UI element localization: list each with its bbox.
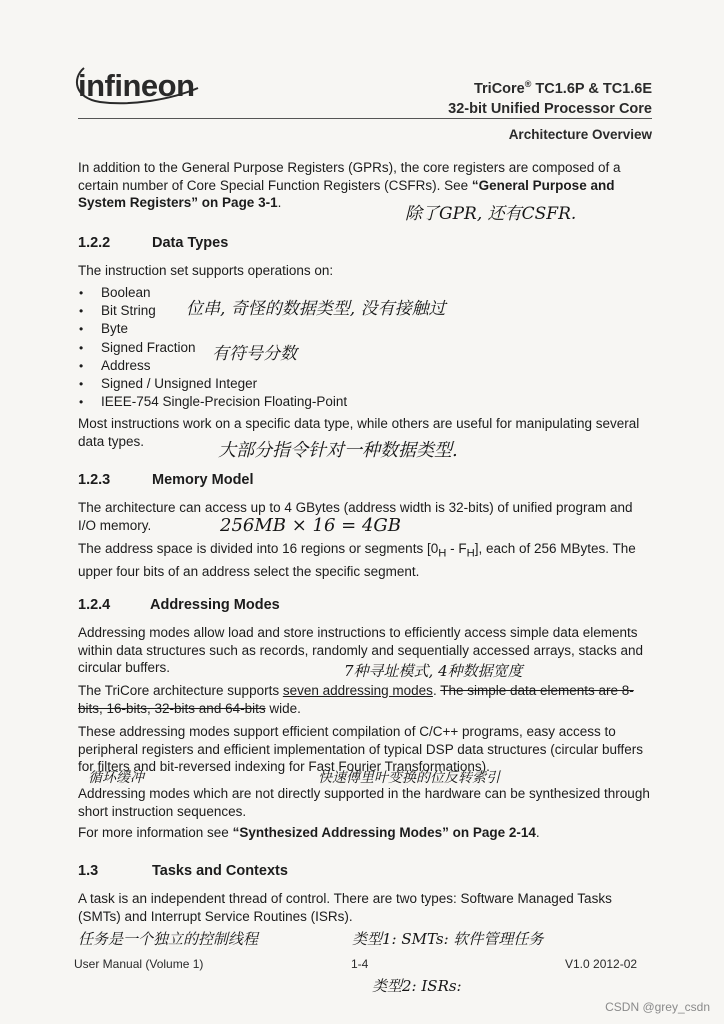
addressing-paragraph-4: Addressing modes which are not directly supported in the hardware can be synthesized through short instruction sequences. xyxy=(78,786,650,819)
csdn-watermark: CSDN @grey_csdn xyxy=(605,1000,710,1014)
header-rule xyxy=(78,118,652,119)
handwritten-note-addressing: 7种寻址模式, 4种数据宽度 xyxy=(344,662,523,680)
handwritten-note-fft: 快速傅里叶变换的位反转索引 xyxy=(318,770,500,786)
addressing-paragraph-1: Addressing modes allow load and store instructions to efficiently access simple data elements within data structures such as records, randomly and sequentially accessed arrays, stacks and circular buffers. xyxy=(78,625,644,675)
product-title: TriCore® TC1.6P & TC1.6E 32-bit Unified Processor Core xyxy=(448,79,652,117)
handwritten-note-bitstring: 位串, 奇怪的数据类型, 没有接触过 xyxy=(186,299,446,319)
heading-addressing-modes: 1.2.4 Addressing Modes xyxy=(78,597,280,613)
addressing-paragraph-3: These addressing modes support efficient compilation of C/C++ programs, easy access to peripheral registers and efficient implementation of typical DSP data structures (circular buffers for filters and bit-reversed indexing for Fast Fourier Transformations). xyxy=(78,724,644,774)
addressing-paragraph-2: The TriCore architecture supports seven addressing modes. The simple data elements are 8-bits, 16-bits, 32-bits and 64-bits wide. xyxy=(78,683,634,716)
handwritten-note-memory: 256MB × 16 = 4GB xyxy=(220,515,402,536)
footer-page-number: 1-4 xyxy=(351,957,369,971)
intro-paragraph: In addition to the General Purpose Registers (GPRs), the core registers are composed of a certain number of Core Special Function Registers (CSFRs). See “General Purpose and System Registers” on Page 3-1. xyxy=(78,160,621,210)
heading-tasks-contexts: 1.3 Tasks and Contexts xyxy=(78,863,288,879)
list-item: • Address xyxy=(78,357,652,375)
handwritten-note-intro: 除了GPR, 还有CSFR. xyxy=(405,204,577,224)
handwritten-note-datatype: 大部分指令针对一种数据类型. xyxy=(218,440,458,461)
section-header: Architecture Overview xyxy=(508,127,652,142)
infineon-logo: infineon xyxy=(78,68,195,103)
handwritten-note-circular: 循环缓冲 xyxy=(88,770,144,786)
list-item: • IEEE-754 Single-Precision Floating-Point xyxy=(78,393,652,411)
footer-manual: User Manual (Volume 1) xyxy=(74,957,204,971)
list-item: • Bit String xyxy=(78,302,652,320)
tasks-paragraph: A task is an independent thread of control. There are two types: Software Managed Tasks (SMTs) and Interrupt Service Routines (ISRs). xyxy=(78,891,612,924)
memory-paragraph-1: The architecture can access up to 4 GBytes (address width is 32-bits) of unified program and I/O memory. xyxy=(78,500,633,533)
memory-paragraph-2: The address space is divided into 16 regions or segments $[0_H - F_H]$, each of 256 MBytes. The upper four bits of an address select the specific segment. xyxy=(78,541,636,580)
handwritten-note-type1: 类型1: SMTs: 软件管理任务 xyxy=(352,930,544,948)
addressing-paragraph-5: For more information see “Synthesized Addressing Modes” on Page 2-14. xyxy=(78,825,540,840)
handwritten-note-fraction: 有符号分数 xyxy=(212,344,297,364)
heading-data-types: 1.2.2 Data Types xyxy=(78,235,229,251)
list-item: • Boolean xyxy=(78,284,652,302)
handwritten-note-type2: 类型2: ISRs: xyxy=(372,977,462,995)
list-item: • Signed Fraction xyxy=(78,339,652,357)
handwritten-note-task: 任务是一个独立的控制线程 xyxy=(78,930,259,948)
list-item: • Signed / Unsigned Integer xyxy=(78,375,652,393)
list-item: • Byte xyxy=(78,320,652,338)
data-types-paragraph: Most instructions work on a specific data type, while others are useful for manipulating several data types. xyxy=(78,416,640,449)
footer-version: V1.0 2012-02 xyxy=(565,957,638,971)
heading-memory-model: 1.2.3 Memory Model xyxy=(78,472,254,488)
data-types-lead: The instruction set supports operations on: xyxy=(78,263,334,278)
